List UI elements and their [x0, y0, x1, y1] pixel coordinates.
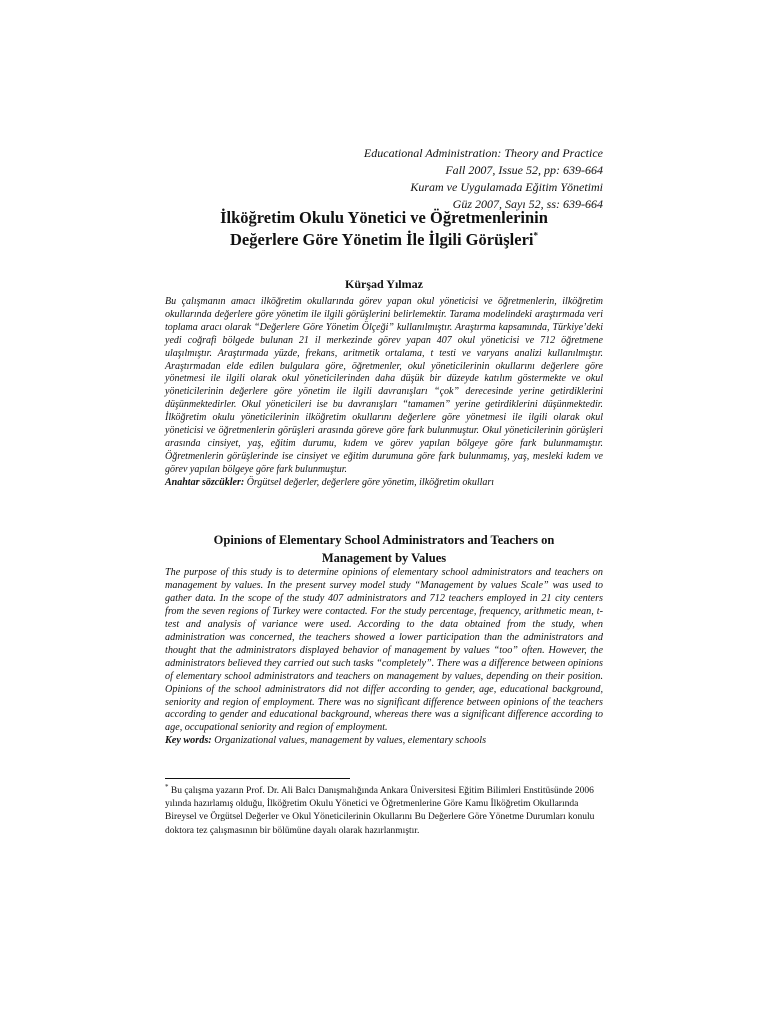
- abstract-turkish-text: Bu çalışmanın amacı ilköğretim okullarında görev yapan okul yöneticisi ve öğretmenlerin, ilköğretim okullarında değerlere göre yönetim ile ilgili görüşlerini belirlemektir. Tarama modelindeki araştırmada veri toplama aracı olarak “Değerlere Göre Yönetim Ölçeği” kullanılmıştır. Araştırma kapsamında, Türkiye’deki yedi coğrafi bölgede bulunan 21 il merkezinde görev yapan 407 okul yöneticisi ve 712 öğretmene ulaşılmıştır. Araştırmada yüzde, frekans, aritmetik ortalama, t testi ve varyans analizi kullanılmıştır. Araştırmadan elde edilen bulgulara göre, öğretmenler, okul yöneticilerinin okullarını değerlere göre yönetmesi ile ilgili olarak okul yöneticilerinden daha düşük bir düzeyde katılım göstermekte ve okul yöneticilerinin değerlere göre yönetim ile ilgili davranışları “çok” derecesinde yerine getirdiklerini düşünmektedirler. Okul yöneticileri ise bu davranışları “tamamen” yerine getirdiklerini düşünmektedir. İlköğretim okulu yöneticilerinin ilköğretim okullarını değerlere göre yönetmesi ile ilgili olarak okul yöneticisi ve öğretmenlerin görüşleri arasında göreve göre fark bulunmuştur. Okul yöneticilerinin görüşleri arasında cinsiyet, yaş, eğitim durumu, kıdem ve görev yapılan bölgeye göre fark bulunmamıştır. Öğretmenlerin görüşlerinde ise cinsiyet ve eğitim durumuna göre fark bulunmamış, yaş, mesleki kıdem ve görev yapılan bölgeye göre fark bulunmuştur.: [165, 296, 603, 475]
- paper-title: [165, 207, 603, 251]
- title-line-2: [165, 229, 603, 251]
- keywords-turkish-text: Örgütsel değerler, değerlere göre yönetim, ilköğretim okulları: [244, 476, 495, 488]
- english-title: [165, 531, 603, 567]
- footnote-mark: *: [165, 782, 169, 791]
- title-line-2-text: Değerlere Göre Yönetim İle İlgili Görüşleri: [230, 230, 534, 249]
- journal-header: [364, 145, 603, 213]
- abstract-english-text: The purpose of this study is to determine opinions of elementary school administrators and teachers on management by values. In the present survey model study “Management by values Scale” was used to gather data. In the scope of the study 407 administrators and 712 teachers employed in 21 city centers from the seven regions of Turkey were contacted. For the study percentage, frequency, arithmetic mean, t-test and analysis of variance were used. According to the data obtained from the study, when administration was concerned, the teachers showed a lower participation than the administrators and thought that the administrators displayed behavior of management by values “too” often. However, the administrators believed they carried out such tasks “completely”. There was a difference between opinions of elementary school administrators and teachers on management by values, depending on their position. Opinions of the school administrators did not differ according to gender, age, educational background, seniority and region of employment. There was no significant difference between opinions of the teachers according to gender and educational background, whereas there was a significant difference according to age, occupational seniority and region of employment.: [165, 567, 603, 734]
- journal-name-tr: Kuram ve Uygulamada Eğitim Yönetimi: [410, 180, 603, 194]
- abstract-english: [165, 567, 603, 748]
- keywords-turkish: [165, 477, 603, 490]
- title-line-1: İlköğretim Okulu Yönetici ve Öğretmenlerinin: [220, 208, 548, 227]
- keywords-english: [165, 735, 603, 748]
- footnote-divider: [165, 778, 350, 779]
- footnote: [165, 782, 603, 838]
- english-title-line-1: Opinions of Elementary School Administrators and Teachers on: [213, 533, 555, 547]
- english-title-line-2: Management by Values: [321, 551, 447, 565]
- keywords-turkish-label: Anahtar sözcükler:: [165, 476, 245, 488]
- keywords-english-text: Organizational values, management by values, elementary schools: [211, 735, 487, 747]
- issue-info-tr: Güz 2007, Sayı 52, ss: 639-664: [452, 197, 603, 211]
- issue-info-en: Fall 2007, Issue 52, pp: 639-664: [445, 163, 603, 177]
- keywords-english-label: Key words:: [165, 735, 212, 747]
- author-name: Kürşad Yılmaz: [345, 277, 423, 291]
- journal-name-en: Educational Administration: Theory and Practice: [363, 146, 603, 160]
- footnote-text: Bu çalışma yazarın Prof. Dr. Ali Balcı Danışmalığında Ankara Üniversitesi Eğitim Bilimleri Enstitüsünde 2006 yılında hazırlamış olduğu, İlköğretim Okulu Yönetici ve Öğretmenlerine Göre Kamu İlköğretim Okullarında Bireysel ve Örgütsel Değerler ve Okul Yöneticilerinin Okullarını Bu Değerlere Göre Yönetme Durumları konulu doktora tez çalışmasının bir bölümüne dayalı olarak hazırlanmıştır.: [165, 786, 595, 836]
- title-footnote-mark: *: [533, 230, 538, 241]
- abstract-turkish: [165, 296, 603, 490]
